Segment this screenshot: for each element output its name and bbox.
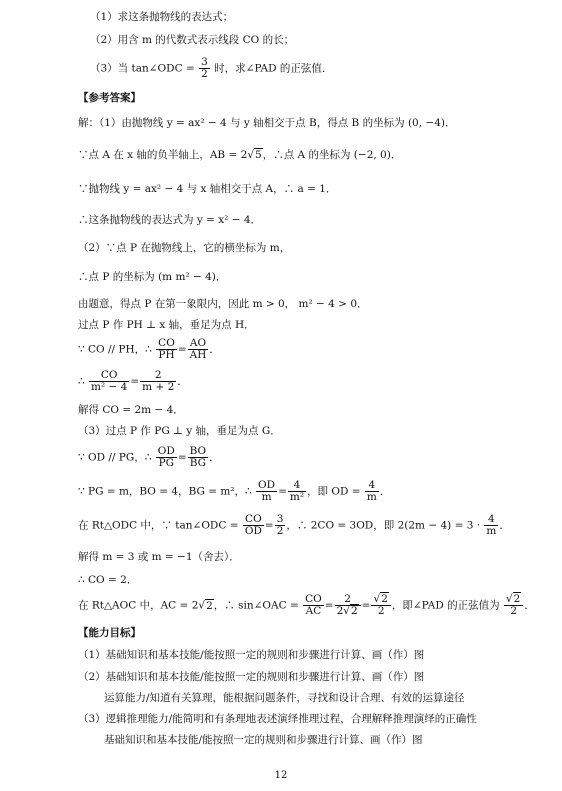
fraction: $\frac{√2}{2}$ [371, 594, 390, 617]
solution-line-3: ∵抛物线 y = ax² − 4 与 x 轴相交于点 A，∴ a = 1． [78, 183, 337, 195]
goal-3: （3）逻辑推理能力/能简明和有条理地表述演绎推理过程，合理解释推理演绎的正确性 [78, 713, 477, 725]
solution-line-2: ∵点 A 在 x 轴的负半轴上，AB = 2√5，∴点 A 的坐标为 (−2, 0)． [78, 149, 402, 161]
solution-line-8: 过点 P 作 PH ⊥ x 轴，垂足为点 H． [78, 319, 255, 331]
fraction: $\frac{4}{\text{m²}}$ [289, 479, 305, 503]
fraction: $\frac{OD}{m}$ [258, 479, 276, 503]
solution-line-5: （2）∵点 P 在抛物线上，它的横坐标为 m， [78, 242, 291, 254]
solution-line-9: ∵ CO // PH，∴ $\frac{CO}{PH}$ = $\frac{AO}{AH}$ ． [78, 337, 220, 361]
q3-text-a: （3）当 tan∠ODC = [90, 62, 195, 75]
fraction: $\frac{AO}{AH}$ [189, 337, 207, 361]
solution-line-16: 解得 m = 3 或 m = −1（舍去）． [78, 551, 240, 563]
fraction: $\frac{3}{2}$ [276, 513, 284, 537]
question-3 [90, 57, 332, 80]
fraction: $\frac{OD}{PG}$ [157, 445, 175, 469]
fraction: $\frac{2}{m + 2}$ [142, 369, 175, 393]
fraction: $\frac{CO}{\text{m² − 4}}$ [91, 369, 128, 393]
solution-line-17: ∴ CO = 2． [78, 574, 138, 586]
solution-line-11: 解得 CO = 2m − 4． [78, 404, 184, 416]
solution-line-15: 在 Rt△ODC 中，∵ tan∠ODC = $\frac{CO}{OD}$ = $\frac{3}{2}$ ，∴ 2CO = 3OD，即 2(2m − 4) = 3 · $\frac{4}{m}$ ． [78, 513, 510, 537]
solution-line-10: ∴ $\frac{CO}{\text{m² − 4}}$ = $\frac{2}{m + 2}$ ． [78, 369, 188, 393]
fraction: $\frac{CO}{OD}$ [244, 513, 262, 537]
goal-1: （1）基础知识和基本技能/能按照一定的规则和步骤进行计算、画（作）图 [78, 649, 425, 661]
fraction: $\frac{CO}{PH}$ [158, 337, 175, 361]
solution-line-14: ∵ PG = m，BO = 4，BG = m²，∴ $\frac{OD}{m}$ = $\frac{4}{\text{m²}}$ ，即 OD = $\frac{4}{m}$ ． [78, 479, 391, 503]
q3-text-b: 时，求∠PAD 的正弦值． [214, 62, 333, 75]
goal-2: （2）基础知识和基本技能/能按照一定的规则和步骤进行计算、画（作）图 [78, 671, 425, 683]
question-2: （2）用含 m 的代数式表示线段 CO 的长； [90, 34, 295, 46]
solution-line-4: ∴这条抛物线的表达式为 y = x² − 4． [78, 214, 262, 226]
solution-line-13: ∵ OD // PG，∴ $\frac{OD}{PG}$ = $\frac{BO}{BG}$ ． [78, 445, 220, 469]
fraction: $\frac{BO}{BG}$ [189, 445, 207, 469]
goal-3b: 基础知识和基本技能/能按照一定的规则和步骤进行计算、画（作）图 [104, 734, 423, 746]
question-1: （1）求这条抛物线的表达式； [90, 11, 234, 23]
solution-line-1: 解：（1）由抛物线 y = ax² − 4 与 y 轴相交于点 B，得点 B 的坐标为 (0, −4)． [78, 117, 456, 129]
answer-header: 【参考答案】 [78, 92, 141, 104]
fraction: $\frac{2}{2√2}$ [335, 594, 361, 617]
solution-line-12: （3）过点 P 作 PG ⊥ y 轴，垂足为点 G． [78, 425, 281, 437]
goal-header: 【能力目标】 [78, 627, 141, 639]
q3-fraction: $\frac{3}{2}$ [201, 56, 208, 80]
goal-2b: 运算能力/知道有关算理，能根据问题条件，寻找和设计合理、有效的运算途径 [104, 692, 465, 704]
solution-line-7: 由题意，得点 P 在第一象限内，因此 m > 0， m² − 4 > 0． [78, 298, 368, 310]
page-number: 12 [274, 770, 288, 781]
fraction: $\frac{4}{m}$ [366, 479, 377, 503]
solution-line-18: 在 Rt△AOC 中，AC = 2√2，∴ sin∠OAC = $\frac{CO}{AC}$ = $\frac{2}{2√2}$ = $\frac{√2}{2}$ ，即∠PAD 的正弦值为 $\frac{√2}{2}$ ． [78, 593, 535, 617]
fraction: $\frac{√2}{2}$ [504, 594, 523, 617]
fraction: $\frac{4}{m}$ [486, 513, 497, 537]
fraction: $\frac{CO}{AC}$ [305, 593, 322, 617]
solution-line-6: ∴点 P 的坐标为 (m m² − 4)． [78, 271, 227, 283]
